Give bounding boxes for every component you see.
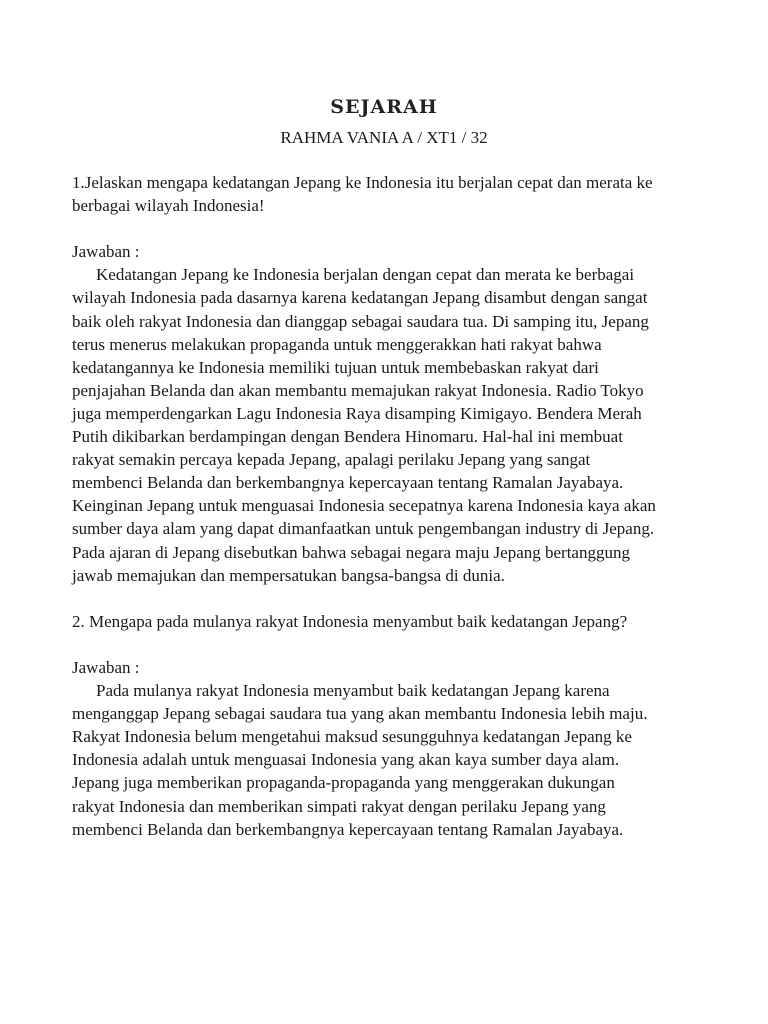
question-block-2 [72, 610, 712, 841]
answer-label: Jawaban : [72, 657, 140, 677]
spacer [72, 633, 712, 656]
answer-text: penjajahan Belanda dan akan membantu memajukan rakyat Indonesia. Radio Tokyo [72, 380, 644, 400]
document-body [72, 171, 712, 841]
answer-text: menganggap Jepang sebagai saudara tua yang akan membantu Indonesia lebih maju. [72, 704, 648, 724]
answer-text: Rakyat Indonesia belum mengetahui maksud sesungguhnya kedatangan Jepang ke [72, 727, 632, 747]
question-text: 2. Mengapa pada mulanya rakyat Indonesia menyambut baik kedatangan Jepang? [72, 611, 628, 631]
answer-text: jawab memajukan dan mempersatukan bangsa-bangsa di dunia. [72, 565, 505, 585]
document-subtitle: RAHMA VANIA A / XT1 / 32 [280, 128, 488, 147]
question-text: berbagai wilayah Indonesia! [72, 196, 265, 216]
answer-text: wilayah Indonesia pada dasarnya karena kedatangan Jepang disambut dengan sangat [72, 288, 648, 308]
answer-text: Kedatangan Jepang ke Indonesia berjalan dengan cepat dan merata ke berbagai [96, 265, 635, 285]
answer-text: baik oleh rakyat Indonesia dan dianggap sebagai saudara tua. Di samping itu, Jepang [72, 311, 649, 331]
answer-text: Keinginan Jepang untuk menguasai Indonesia secepatnya karena Indonesia kaya akan [72, 496, 656, 516]
answer-text: Pada ajaran di Jepang disebutkan bahwa sebagai negara maju Jepang bertanggung [72, 542, 630, 562]
answer-text: terus menerus melakukan propaganda untuk menggerakkan hati rakyat bahwa [72, 334, 602, 354]
answer-text: Pada mulanya rakyat Indonesia menyambut baik kedatangan Jepang karena [96, 681, 610, 701]
answer-text: rakyat Indonesia dan memberikan simpati rakyat dengan perilaku Jepang yang [72, 796, 606, 816]
spacer [72, 217, 712, 240]
spacer [72, 587, 712, 610]
answer-text: kedatangannya ke Indonesia memiliki tujuan untuk membebaskan rakyat dari [72, 357, 599, 377]
answer-text: Indonesia adalah untuk menguasai Indonesia yang akan kaya sumber daya alam. [72, 750, 620, 770]
answer-text: rakyat semakin percaya kepada Jepang, apalagi perilaku Jepang yang sangat [72, 450, 591, 470]
answer-label: Jawaban : [72, 242, 140, 262]
question-block-1 [72, 171, 712, 587]
answer-text: Putih dikibarkan berdampingan dengan Bendera Hinomaru. Hal-hal ini membuat [72, 427, 623, 447]
document-title: SEJARAH [330, 96, 438, 118]
answer-text: sumber daya alam yang dapat dimanfaatkan untuk pengembangan industry di Jepang. [72, 519, 655, 539]
answer-text: membenci Belanda dan berkembangnya kepercayaan tentang Ramalan Jayabaya. [72, 819, 624, 839]
answer-text: membenci Belanda dan berkembangnya kepercayaan tentang Ramalan Jayabaya. [72, 473, 624, 493]
answer-text: Jepang juga memberikan propaganda-propaganda yang menggerakan dukungan [72, 773, 615, 793]
answer-text: juga memperdengarkan Lagu Indonesia Raya disamping Kimigayo. Bendera Merah [72, 403, 642, 423]
question-text: 1.Jelaskan mengapa kedatangan Jepang ke Indonesia itu berjalan cepat dan merata ke [72, 173, 653, 192]
